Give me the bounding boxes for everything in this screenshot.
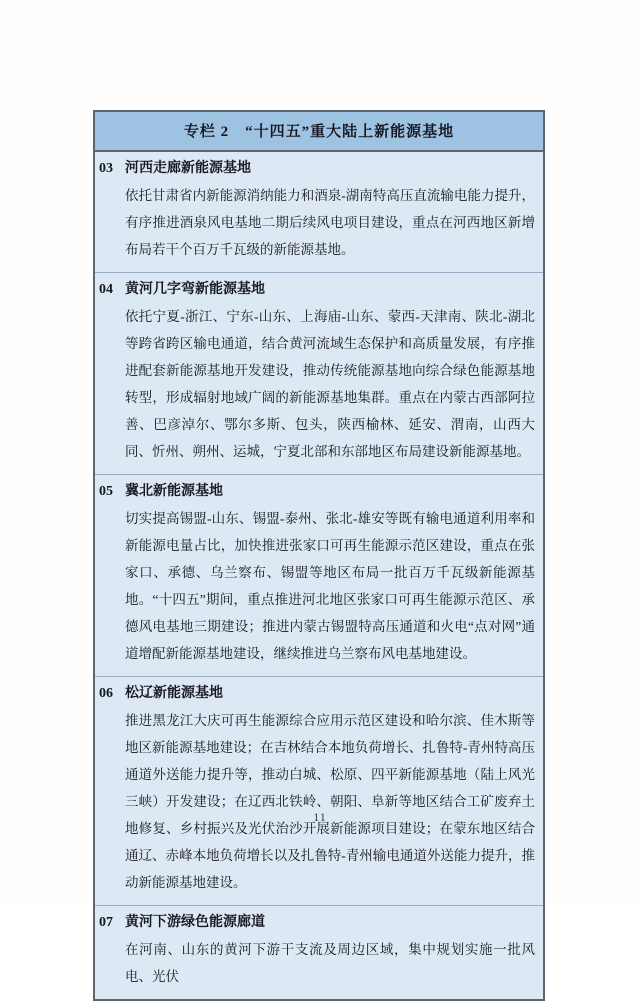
section-body-text: 依托宁夏-浙江、宁东-山东、上海庙-山东、蒙西-天津南、陕北-湖北等跨省跨区输电通道，结合黄河流域生态保护和高质量发展，有序推进配套新能源基地开发建设，推动传统能源基地向综合绿色能源基地转型，形成辐射地域广阔的新能源基地集群。重点在内蒙古西部阿拉善、巴彦淖尔、鄂尔多斯、包头，陕西榆林、延安、渭南，山西大同、忻州、朔州、运城，宁夏北部和东部地区布局建设新能源基地。 [125, 309, 535, 459]
section-number: 05 [99, 484, 113, 499]
policy-column-box [93, 110, 545, 1001]
section-body-text: 切实提高锡盟-山东、锡盟-泰州、张北-雄安等既有输电通道利用率和新能源电量占比，加快推进张家口可再生能源示范区建设，重点在张家口、承德、乌兰察布、锡盟等地区布局一批百万千瓦级新能源基地。“十四五”期间，重点推进河北地区张家口可再生能源示范区、承德风电基地三期建设；推进内蒙古锡盟特高压通道和火电“点对网”通道增配新能源基地建设，继续推进乌兰察布风电基地建设。 [125, 511, 535, 661]
page-number: 11 [313, 810, 327, 824]
section-body-text: 推进黑龙江大庆可再生能源综合应用示范区建设和哈尔滨、佳木斯等地区新能源基地建设；在吉林结合本地负荷增长、扎鲁特-青州特高压通道外送能力提升等，推动白城、松原、四平新能源基地（陆上风光三峡）开发建设；在辽西北铁岭、朝阳、阜新等地区结合工矿废弃土地修复、乡村振兴及光伏治沙开展新能源项目建设；在蒙东地区结合通辽、赤峰本地负荷增长以及扎鲁特-青州输电通道外送能力提升，推动新能源基地建设。 [125, 713, 535, 890]
section-title-text: 冀北新能源基地 [125, 484, 223, 499]
section-05 [95, 474, 543, 676]
section-number: 03 [99, 161, 113, 176]
section-title-text: 黄河下游绿色能源廊道 [125, 915, 265, 930]
section-heading [99, 156, 537, 182]
section-04 [95, 272, 543, 474]
column-box-body [95, 152, 543, 999]
section-title-text: 河西走廊新能源基地 [125, 161, 251, 176]
section-heading [99, 277, 537, 303]
section-body-text: 在河南、山东的黄河下游干支流及周边区域，集中规划实施一批风电、光伏 [125, 942, 535, 984]
section-06 [95, 676, 543, 905]
section-body-text: 依托甘肃省内新能源消纳能力和酒泉-湖南特高压直流输电能力提升，有序推进酒泉风电基地二期后续风电项目建设，重点在河西地区新增布局若干个百万千瓦级的新能源基地。 [125, 188, 535, 257]
section-number: 04 [99, 282, 113, 297]
column-box-title: 专栏 2 “十四五”重大陆上新能源基地 [95, 112, 543, 152]
section-heading [99, 681, 537, 707]
section-title-text: 松辽新能源基地 [125, 686, 223, 701]
section-heading [99, 910, 537, 936]
section-heading [99, 479, 537, 505]
section-number: 07 [99, 915, 113, 930]
section-07 [95, 905, 543, 999]
section-number: 06 [99, 686, 113, 701]
section-title-text: 黄河几字弯新能源基地 [125, 282, 265, 297]
section-03 [95, 152, 543, 272]
